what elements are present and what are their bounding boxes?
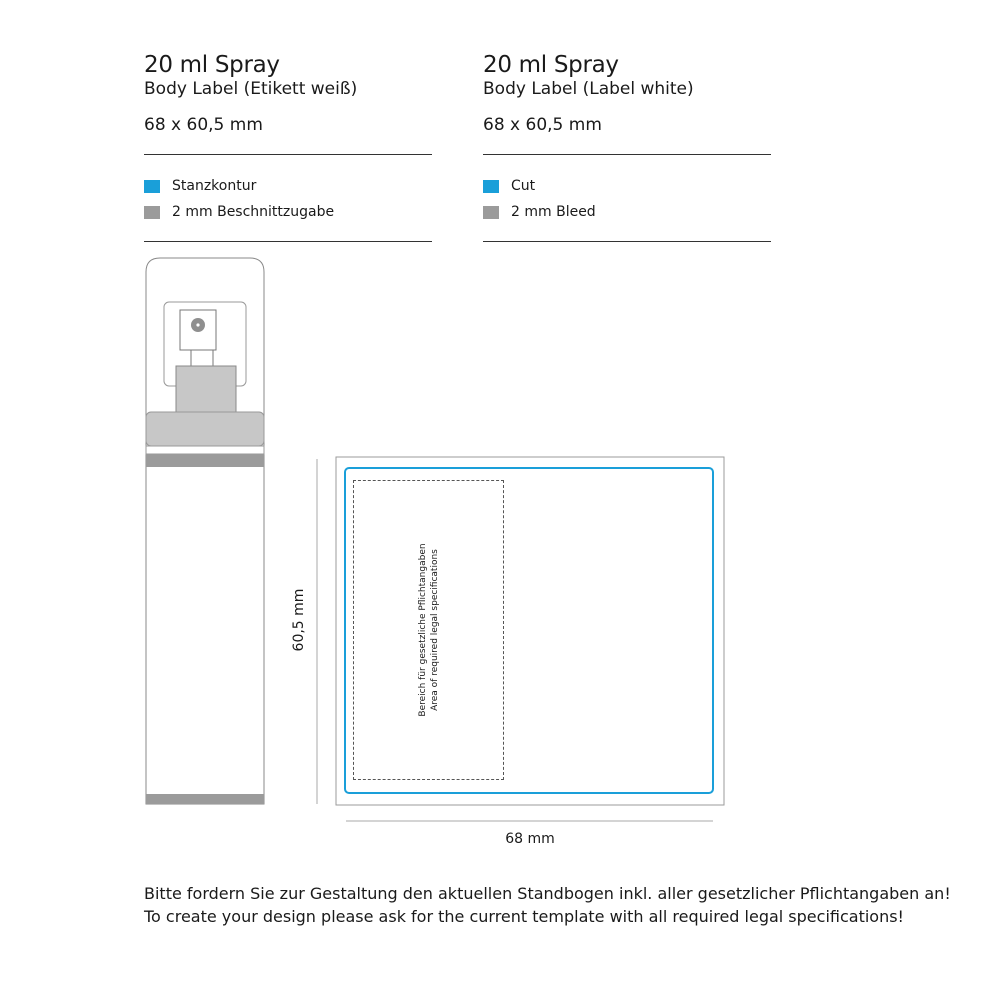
label-size: 68 x 60,5 mm <box>483 115 602 135</box>
product-subtitle: Body Label (Label white) <box>483 79 694 99</box>
footer-note <box>144 882 964 928</box>
height-dimension-label: 60,5 mm <box>291 588 307 652</box>
legal-area-line-en: Area of required legal specifications <box>429 549 440 711</box>
product-title: 20 ml Spray <box>483 52 619 78</box>
product-subtitle: Body Label (Etikett weiß) <box>144 79 358 99</box>
legal-area-caption <box>417 480 441 780</box>
legend-label: Stanzkontur <box>172 178 257 194</box>
product-title: 20 ml Spray <box>144 52 280 78</box>
width-dimension-label: 68 mm <box>505 831 555 847</box>
legal-specification-area <box>353 480 504 780</box>
legend-label: 2 mm Bleed <box>511 204 596 220</box>
spray-bottle-icon <box>146 258 264 804</box>
footer-line-de: Bitte fordern Sie zur Gestaltung den aktuellen Standbogen inkl. aller gesetzlicher Pflichtangaben an! <box>144 884 951 903</box>
legend-label: Cut <box>511 178 536 194</box>
legal-area-line-de: Bereich für gesetzliche Pflichtangaben <box>417 543 428 717</box>
legend-label: 2 mm Beschnittzugabe <box>172 204 335 220</box>
footer-line-en: To create your design please ask for the current template with all required legal specifications! <box>144 907 904 926</box>
label-size: 68 x 60,5 mm <box>144 115 263 135</box>
